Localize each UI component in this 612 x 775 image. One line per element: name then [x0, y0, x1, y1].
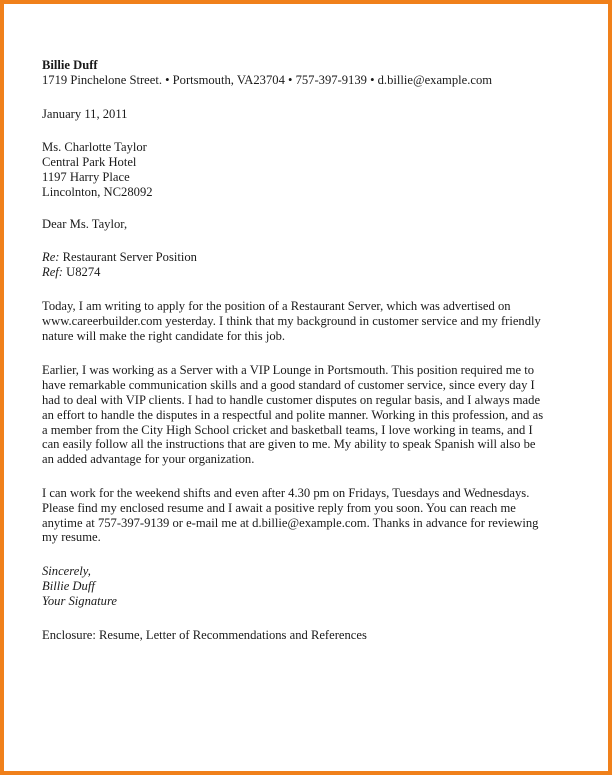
enclosure	[42, 628, 582, 643]
salutation-text: Dear Ms. Taylor,	[42, 216, 128, 231]
ref-label: Ref:	[42, 265, 63, 280]
ref-value: U8274	[66, 265, 101, 280]
salutation	[42, 217, 582, 232]
signature-placeholder: Your Signature	[42, 593, 117, 608]
recipient-city: Lincolnton, NC28092	[42, 184, 153, 199]
paragraph-3	[42, 486, 582, 545]
valediction: Sincerely,	[42, 564, 91, 579]
paragraph-2	[42, 363, 582, 467]
reference-block	[42, 250, 582, 280]
paragraph-line: nature will make the right candidate for this job.	[42, 328, 286, 343]
paragraph-1	[42, 299, 582, 343]
re-value: Restaurant Server Position	[62, 250, 197, 265]
recipient-street: 1197 Harry Place	[42, 169, 130, 184]
re-label: Re:	[42, 250, 60, 265]
paragraph-line: www.careerbuilder.com yesterday. I think that my background in customer service and my friendly	[42, 313, 541, 328]
sender-name: Billie Duff	[42, 58, 98, 72]
date-text: January 11, 2011	[42, 106, 128, 121]
ref-line	[42, 265, 582, 280]
recipient-company: Central Park Hotel	[42, 155, 137, 170]
recipient-block	[42, 140, 582, 199]
closing-block	[42, 564, 582, 608]
paragraph-line: have remarkable communication skills and a good standard of customer service, since every day I	[42, 378, 535, 393]
paragraph-line: my resume.	[42, 530, 101, 545]
paragraph-line: anytime at 757-397-9139 or e-mail me at d.billie@example.com. Thanks in advance for reviewing	[42, 515, 539, 530]
paragraph-line: a member from the City High School cricket and basketball teams, I love working in teams, and I	[42, 422, 533, 437]
paragraph-line: can easily follow all the instructions that are given to me. My ability to speak Spanish will also be	[42, 437, 536, 452]
paragraph-line: Please find my enclosed resume and I await a positive reply from you soon. You can reach me	[42, 500, 516, 515]
re-line	[42, 250, 582, 265]
enclosure-text: Enclosure: Resume, Letter of Recommendations and References	[42, 627, 367, 642]
sender-block	[42, 58, 582, 88]
paragraph-line: Earlier, I was working as a Server with a VIP Lounge in Portsmouth. This position required me to	[42, 363, 535, 378]
paragraph-line: had to deal with VIP clients. I had to handle customer disputes on regular basis, and I always made	[42, 392, 541, 407]
closing-name: Billie Duff	[42, 578, 95, 593]
paragraph-line: an added advantage for your organization.	[42, 452, 255, 467]
letter-date	[42, 107, 582, 122]
paragraph-line: an effort to handle the disputes in a respectful and polite manner. Working in this profession, and as	[42, 407, 544, 422]
letter-page	[42, 58, 582, 642]
paragraph-line: Today, I am writing to apply for the position of a Restaurant Server, which was advertised on	[42, 298, 511, 313]
recipient-name: Ms. Charlotte Taylor	[42, 140, 147, 155]
sender-contact: 1719 Pinchelone Street. • Portsmouth, VA23704 • 757-397-9139 • d.billie@example.com	[42, 72, 493, 87]
paragraph-line: I can work for the weekend shifts and even after 4.30 pm on Fridays, Tuesdays and Wednesdays.	[42, 485, 530, 500]
